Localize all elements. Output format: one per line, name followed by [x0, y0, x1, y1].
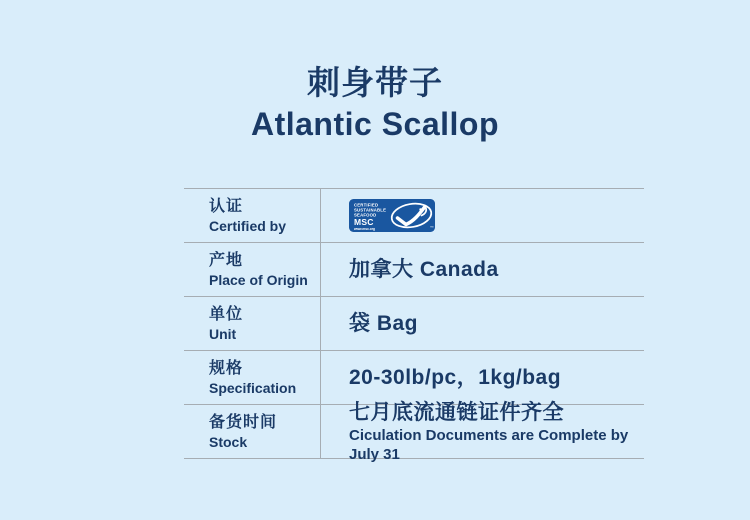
- row-label-zh: 单位: [209, 306, 244, 323]
- row-value-text-zh: 七月底流通链证件齐全: [349, 400, 564, 424]
- row-label-en: Place of Origin: [209, 272, 308, 288]
- row-value-text: 加拿大 Canada: [349, 257, 499, 281]
- row-value-place-of-origin: [321, 243, 644, 296]
- row-label-en: Unit: [209, 326, 237, 342]
- row-label-place-of-origin: [184, 243, 321, 296]
- msc-logo-trademark: ™: [430, 225, 434, 230]
- row-value-text: 袋 Bag: [349, 311, 419, 335]
- row-value-specification: [321, 351, 644, 404]
- table-row-certified-by: [184, 188, 644, 242]
- row-value-text-en: Ciculation Documents are Complete by July 31: [349, 426, 629, 463]
- row-label-specification: [184, 351, 321, 404]
- row-label-en: Certified by: [209, 218, 287, 234]
- row-value-stock: [321, 400, 644, 463]
- row-value-certified-by: [321, 189, 644, 242]
- msc-logo-line2: SUSTAINABLE: [354, 207, 387, 213]
- row-label-zh: 备货时间: [209, 414, 278, 431]
- row-label-unit: [184, 297, 321, 350]
- table-row-specification: [184, 350, 644, 404]
- msc-logo-brand: MSC: [354, 217, 374, 227]
- row-value-unit: [321, 297, 644, 350]
- row-label-zh: 产地: [209, 252, 244, 269]
- row-label-certified-by: [184, 189, 321, 242]
- product-title-zh: 刺身带子: [307, 64, 443, 101]
- row-label-zh: 认证: [209, 198, 244, 215]
- spec-table: [184, 188, 644, 463]
- row-label-en: Stock: [209, 434, 248, 450]
- msc-logo-line3: SEAFOOD: [354, 212, 377, 218]
- row-label-zh: 规格: [209, 360, 244, 377]
- table-row-place-of-origin: [184, 242, 644, 296]
- msc-logo-website: www.msc.org: [354, 227, 376, 231]
- table-row-stock: [184, 400, 644, 463]
- product-title-en: Atlantic Scallop: [250, 106, 500, 142]
- table-row-unit: [184, 296, 644, 350]
- msc-certification-logo-icon: [349, 199, 435, 232]
- row-label-en: Specification: [209, 380, 297, 396]
- row-value-text: 20-30lb/pc，1kg/bag: [349, 365, 562, 389]
- row-label-stock: [184, 405, 321, 458]
- page-header: [0, 62, 750, 144]
- msc-logo-line1: CERTIFIED: [354, 202, 379, 208]
